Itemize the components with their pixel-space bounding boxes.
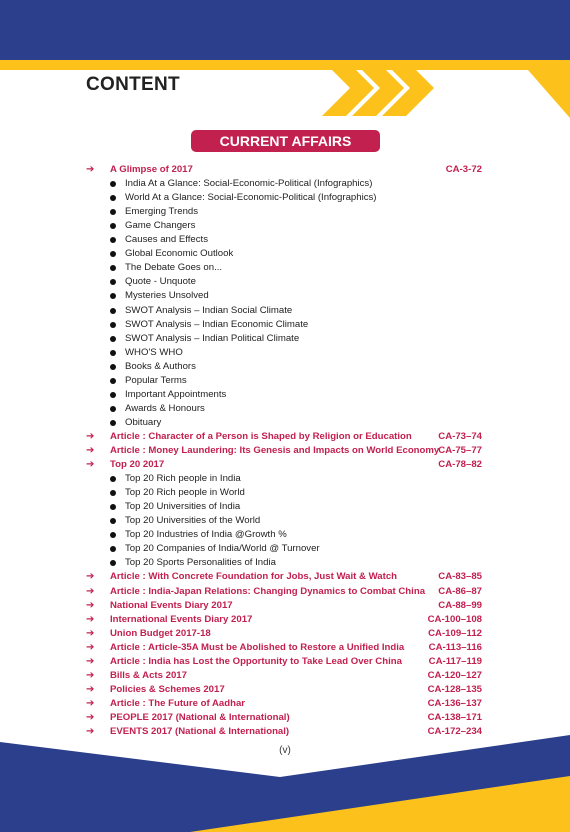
toc-label: Top 20 Rich people in World (125, 487, 245, 498)
toc-label: A Glimpse of 2017 (110, 164, 193, 175)
bullet-icon (110, 209, 116, 215)
bullet-icon (110, 546, 116, 552)
toc-label: Top 20 Industries of India @Growth % (125, 529, 287, 540)
arrow-right-icon: ➔ (86, 586, 95, 597)
toc-subitem (84, 275, 484, 289)
toc-subitem (84, 374, 484, 388)
toc-label: Emerging Trends (125, 206, 199, 217)
bullet-icon (110, 308, 116, 314)
toc-entry (84, 163, 484, 177)
bullet-icon (110, 181, 116, 187)
bullet-icon (110, 293, 116, 299)
toc-page-range: CA-117–119 (428, 656, 482, 667)
toc-subitem (84, 500, 484, 514)
arrow-right-icon: ➔ (86, 445, 95, 456)
toc-label: Top 20 Companies of India/World @ Turnover (125, 543, 320, 554)
toc-subitem (84, 416, 484, 430)
toc-entry (84, 683, 484, 697)
toc-label: Article : Money Laundering: Its Genesis and Impacts on World Economy (110, 445, 440, 456)
toc-label: Obituary (125, 417, 162, 428)
bullet-icon (110, 518, 116, 524)
bullet-icon (110, 364, 116, 370)
toc-subitem (84, 346, 484, 360)
toc-label: Important Appointments (125, 389, 227, 400)
toc-subitem (84, 318, 484, 332)
toc-subitem (84, 304, 484, 318)
toc-label: Causes and Effects (125, 234, 209, 245)
toc-page-range: CA-172–234 (427, 726, 482, 737)
toc-subitem (84, 289, 484, 303)
toc-label: Top 20 Universities of the World (125, 515, 261, 526)
toc-label: Top 20 2017 (110, 459, 165, 470)
bullet-icon (110, 265, 116, 271)
toc-label: SWOT Analysis – Indian Political Climate (125, 333, 300, 344)
toc-label: Article : The Future of Aadhar (110, 698, 246, 709)
toc-entry (84, 570, 484, 584)
toc-subitem (84, 528, 484, 542)
toc-label: Awards & Honours (125, 403, 205, 414)
toc-page-range: CA-83–85 (438, 571, 482, 582)
toc-subitem (84, 233, 484, 247)
toc-page-range: CA-100–108 (427, 614, 482, 625)
bullet-icon (110, 350, 116, 356)
toc-label: Quote - Unquote (125, 276, 196, 287)
toc-label: Global Economic Outlook (125, 248, 234, 259)
bullet-icon (110, 336, 116, 342)
bullet-icon (110, 504, 116, 510)
toc-label: EVENTS 2017 (National & International) (110, 726, 290, 737)
bullet-icon (110, 476, 116, 482)
toc-subitem (84, 177, 484, 191)
bullet-icon (110, 237, 116, 243)
toc-page-range: CA-136–137 (427, 698, 482, 709)
bullet-icon (110, 392, 116, 398)
toc-page-range: CA-138–171 (427, 712, 482, 723)
toc-subitem (84, 388, 484, 402)
toc-subitem (84, 191, 484, 205)
toc-entry (84, 725, 484, 739)
toc-entry (84, 655, 484, 669)
toc-entry (84, 711, 484, 725)
toc-page-range: CA-88–99 (438, 600, 482, 611)
arrow-right-icon: ➔ (86, 614, 95, 625)
bullet-icon (110, 406, 116, 412)
header-band-navy (0, 0, 570, 60)
toc-page-range: CA-86–87 (438, 586, 482, 597)
page-number: (v) (279, 745, 291, 756)
toc-label: Mysteries Unsolved (125, 290, 209, 301)
arrow-right-icon: ➔ (86, 600, 95, 611)
toc-entry (84, 458, 484, 472)
toc-label: SWOT Analysis – Indian Social Climate (125, 305, 293, 316)
bullet-icon (110, 490, 116, 496)
toc-label: Article : Character of a Person is Shaped by Religion or Education (110, 431, 412, 442)
toc-page-range: CA-120–127 (427, 670, 482, 681)
toc-entry (84, 444, 484, 458)
arrow-right-icon: ➔ (86, 670, 95, 681)
toc-label: Article : India-Japan Relations: Changing Dynamics to Combat China (110, 586, 426, 597)
toc-entry (84, 585, 484, 599)
arrow-right-icon: ➔ (86, 684, 95, 695)
arrow-right-icon: ➔ (86, 642, 95, 653)
arrow-right-icon: ➔ (86, 164, 95, 175)
toc-subitem (84, 542, 484, 556)
toc-label: Top 20 Rich people in India (125, 473, 241, 484)
toc-page-range: CA-73–74 (438, 431, 482, 442)
toc-subitem (84, 514, 484, 528)
toc-subitem (84, 402, 484, 416)
toc-label: Top 20 Universities of India (125, 501, 241, 512)
toc-label: PEOPLE 2017 (National & International) (110, 712, 290, 723)
bullet-icon (110, 322, 116, 328)
toc-label: Article : With Concrete Foundation for Jobs, Just Wait & Watch (110, 571, 398, 582)
toc-label: Article : Article-35A Must be Abolished to Restore a Unified India (110, 642, 405, 653)
toc-subitem (84, 261, 484, 275)
arrow-right-icon: ➔ (86, 571, 95, 582)
bullet-icon (110, 223, 116, 229)
arrow-right-icon: ➔ (86, 712, 95, 723)
toc-entry (84, 599, 484, 613)
toc-entry (84, 430, 484, 444)
bullet-icon (110, 378, 116, 384)
toc-label: Article : India has Lost the Opportunity to Take Lead Over China (110, 656, 402, 667)
toc-page-range: CA-109–112 (428, 628, 482, 639)
toc-subitem (84, 332, 484, 346)
toc-label: India At a Glance: Social-Economic-Political (Infographics) (125, 178, 373, 189)
toc-label: Top 20 Sports Personalities of India (125, 557, 276, 568)
toc-entry (84, 613, 484, 627)
bullet-icon (110, 560, 116, 566)
bullet-icon (110, 279, 116, 285)
toc-label: Bills & Acts 2017 (110, 670, 187, 681)
toc-label: International Events Diary 2017 (110, 614, 253, 625)
bullet-icon (110, 251, 116, 257)
arrow-right-icon: ➔ (86, 698, 95, 709)
toc-page-range: CA-113–116 (428, 642, 482, 653)
toc-page-range: CA-78–82 (438, 459, 482, 470)
toc-label: Policies & Schemes 2017 (110, 684, 225, 695)
toc-entry (84, 697, 484, 711)
toc-subitem (84, 486, 484, 500)
toc-label: World At a Glance: Social-Economic-Political (Infographics) (125, 192, 377, 203)
toc-page-range: CA-75–77 (438, 445, 482, 456)
toc-label: Books & Authors (125, 361, 196, 372)
toc-label: SWOT Analysis – Indian Economic Climate (125, 319, 309, 330)
toc-subitem (84, 472, 484, 486)
arrow-right-icon: ➔ (86, 628, 95, 639)
page-title: CONTENT (86, 74, 180, 95)
toc-subitem (84, 360, 484, 374)
toc-page-range: CA-3-72 (445, 164, 482, 175)
bullet-icon (110, 532, 116, 538)
toc-label: Popular Terms (125, 375, 187, 386)
arrow-right-icon: ➔ (86, 459, 95, 470)
section-heading: CURRENT AFFAIRS (191, 130, 380, 152)
toc-entry (84, 627, 484, 641)
toc-subitem (84, 556, 484, 570)
toc-label: Game Changers (125, 220, 196, 231)
bullet-icon (110, 420, 116, 426)
toc-label: The Debate Goes on... (125, 262, 223, 273)
arrow-right-icon: ➔ (86, 431, 95, 442)
toc-entry (84, 641, 484, 655)
bullet-icon (110, 195, 116, 201)
arrow-right-icon: ➔ (86, 726, 95, 737)
toc-label: Union Budget 2017-18 (110, 628, 211, 639)
toc-page-range: CA-128–135 (427, 684, 482, 695)
toc-entry (84, 669, 484, 683)
toc-subitem (84, 247, 484, 261)
toc-subitem (84, 219, 484, 233)
toc-subitem (84, 205, 484, 219)
arrow-right-icon: ➔ (86, 656, 95, 667)
toc-label: WHO'S WHO (125, 347, 183, 358)
toc-label: National Events Diary 2017 (110, 600, 233, 611)
